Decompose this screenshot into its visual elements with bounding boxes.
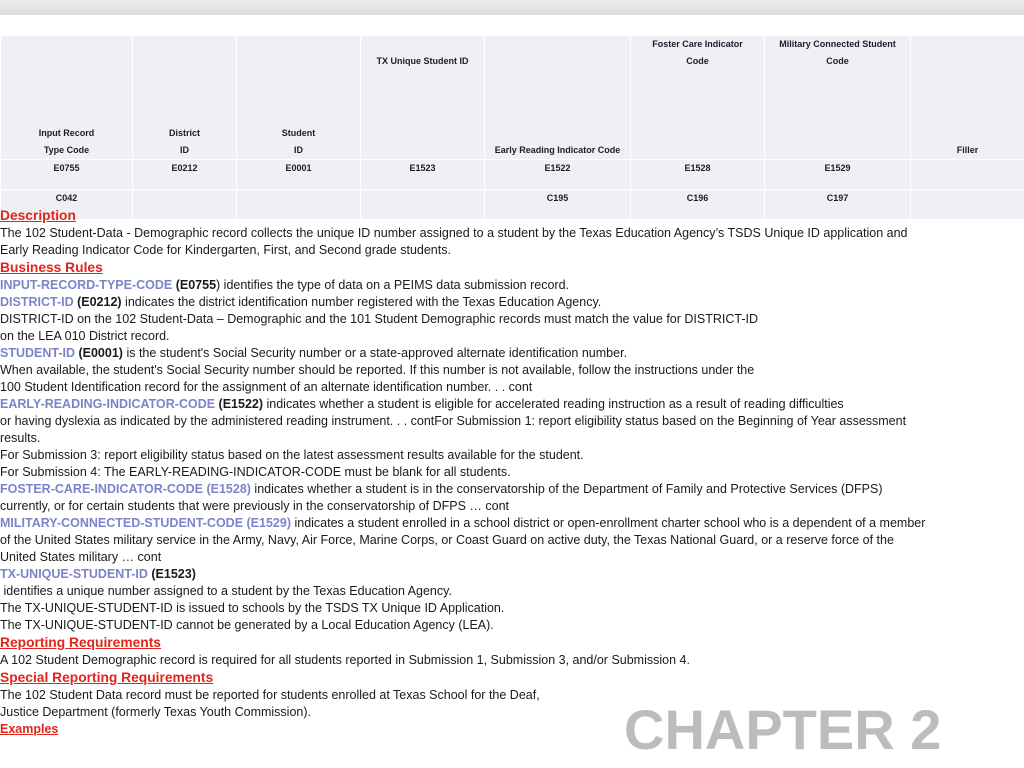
column-header-line: ID (294, 145, 303, 155)
column-header-line: TX Unique Student ID (376, 56, 469, 66)
column-header-line: Code (686, 56, 709, 66)
rule-name: STUDENT-ID (0, 346, 75, 360)
code-table-cell: C197 (765, 190, 911, 220)
element-id-row (1, 160, 1024, 190)
rule-name: EARLY-READING-INDICATOR-CODE (0, 397, 216, 411)
rule-text: indicates whether a student is eligible for accelerated reading instruction as a result of reading difficulties (263, 397, 844, 411)
column-header-line: Military Connected Student (779, 39, 896, 49)
reporting-line: A 102 Student Demographic record is required for all students reported in Submission 1, Submission 3, and/or Submission 4. (0, 653, 690, 667)
column-header (911, 36, 1024, 160)
rule-district-id (0, 294, 1024, 311)
rule-line: 100 Student Identification record for the assignment of an alternate identification number. . . cont (0, 380, 533, 394)
document-body (0, 207, 1024, 768)
reporting-requirements-heading: Reporting Requirements (0, 635, 161, 650)
rule-line: results. (0, 431, 41, 445)
description-heading: Description (0, 208, 76, 223)
rule-line: United States military … cont (0, 550, 162, 564)
column-header (1, 36, 133, 160)
chapter-watermark: CHAPTER 2 (624, 698, 942, 761)
rule-input-record-type (0, 277, 1024, 294)
rule-line: or having dyslexia as indicated by the administered reading instrument. . . contFor Submission 1: report eligibility status based on the Beginning of Year assessment (0, 414, 907, 428)
rule-name: MILITARY-CONNECTED-STUDENT-CODE (E1529) (0, 516, 291, 530)
rule-line: on the LEA 010 District record. (0, 329, 170, 343)
column-header-line: Early Reading Indicator Code (494, 145, 621, 155)
rule-code: (E1522) (218, 397, 264, 411)
column-header-line: Type Code (43, 145, 90, 155)
code-table-cell: C042 (1, 190, 133, 220)
column-header-line: Input Record (38, 128, 95, 138)
rule-text: is the student's Social Security number or a state-approved alternate identification number. (122, 346, 628, 360)
column-header-line: ID (180, 145, 189, 155)
rule-code: (E0212) (77, 295, 122, 309)
element-id-cell (911, 160, 1024, 190)
element-id-cell: E0001 (237, 160, 361, 190)
rule-line: When available, the student's Social Security number should be reported. If this number is not available, follow the instructions under the (0, 363, 755, 377)
examples-heading: Examples (0, 722, 59, 736)
column-header (361, 36, 485, 160)
table-header-row (1, 36, 1024, 160)
rule-line: DISTRICT-ID on the 102 Student-Data – Demographic and the 101 Student Demographic records must match the value for DISTRICT-ID (0, 312, 758, 326)
rule-text: indicates a student enrolled in a school district or open-enrollment charter school who is a dependent of a member (291, 516, 926, 530)
special-reporting-heading: Special Reporting Requirements (0, 670, 214, 685)
rule-code: (E0755 (175, 278, 217, 292)
column-header (485, 36, 631, 160)
element-id-cell: E0755 (1, 160, 133, 190)
element-id-cell: E1523 (361, 160, 485, 190)
rule-early-reading (0, 396, 1024, 413)
rule-foster-care (0, 481, 1024, 498)
header-strip (0, 15, 1024, 35)
rule-student-id (0, 345, 1024, 362)
column-header (237, 36, 361, 160)
column-header-line: Student (281, 128, 316, 138)
rule-code: (E0001) (78, 346, 123, 360)
rule-tx-unique-student-id (0, 566, 1024, 583)
rule-code: (E1523) (147, 567, 196, 581)
rule-text: ) identifies the type of data on a PEIMS data submission record. (216, 278, 569, 292)
rule-line: currently, or for certain students that were previously in the conservatorship of DFPS … cont (0, 499, 510, 513)
rule-line: identifies a unique number assigned to a student by the Texas Education Agency. (0, 584, 452, 598)
rule-name: DISTRICT-ID (0, 295, 74, 309)
code-table-cell: C196 (631, 190, 765, 220)
top-bar (0, 0, 1024, 15)
rule-name: FOSTER-CARE-INDICATOR-CODE (E1528) (0, 482, 251, 496)
column-header-line: Filler (956, 145, 979, 155)
business-rules-heading: Business Rules (0, 260, 103, 275)
column-header-line: Code (826, 56, 849, 66)
description-line: The 102 Student-Data - Demographic record collects the unique ID number assigned to a student by the Texas Education Agency’s TSDS Unique ID application and (0, 226, 908, 240)
column-header (133, 36, 237, 160)
rule-line: of the United States military service in the Army, Navy, Air Force, Marine Corps, or Coast Guard on active duty, the Texas National Guard, or a reserve force of the (0, 533, 894, 547)
column-header-line: Foster Care Indicator (652, 39, 743, 49)
element-id-cell: E1528 (631, 160, 765, 190)
column-header (765, 36, 911, 160)
code-table-cell: C195 (485, 190, 631, 220)
element-id-cell: E1529 (765, 160, 911, 190)
rule-line: The TX-UNIQUE-STUDENT-ID cannot be generated by a Local Education Agency (LEA). (0, 618, 494, 632)
rule-line: The TX-UNIQUE-STUDENT-ID is issued to schools by the TSDS TX Unique ID Application. (0, 601, 505, 615)
rule-name: TX-UNIQUE-STUDENT-ID (0, 567, 148, 581)
rule-text: indicates whether a student is in the conservatorship of the Department of Family and Protective Services (DFPS) (250, 482, 883, 496)
column-header-line: District (168, 128, 200, 138)
element-id-cell: E0212 (133, 160, 237, 190)
special-line: Justice Department (formerly Texas Youth Commission). (0, 705, 311, 719)
description-line: Early Reading Indicator Code for Kindergarten, First, and Second grade students. (0, 243, 451, 257)
rule-line: For Submission 3: report eligibility status based on the latest assessment results available for the student. (0, 448, 584, 462)
rule-name: INPUT-RECORD-TYPE-CODE (0, 278, 173, 292)
rule-text: indicates the district identification number registered with the Texas Education Agency. (121, 295, 602, 309)
element-id-cell: E1522 (485, 160, 631, 190)
record-layout-table (0, 35, 1024, 220)
special-line: The 102 Student Data record must be reported for students enrolled at Texas School for the Deaf, (0, 688, 540, 702)
rule-military-connected (0, 515, 1024, 532)
rule-line: For Submission 4: The EARLY-READING-INDICATOR-CODE must be blank for all students. (0, 465, 511, 479)
column-header (631, 36, 765, 160)
